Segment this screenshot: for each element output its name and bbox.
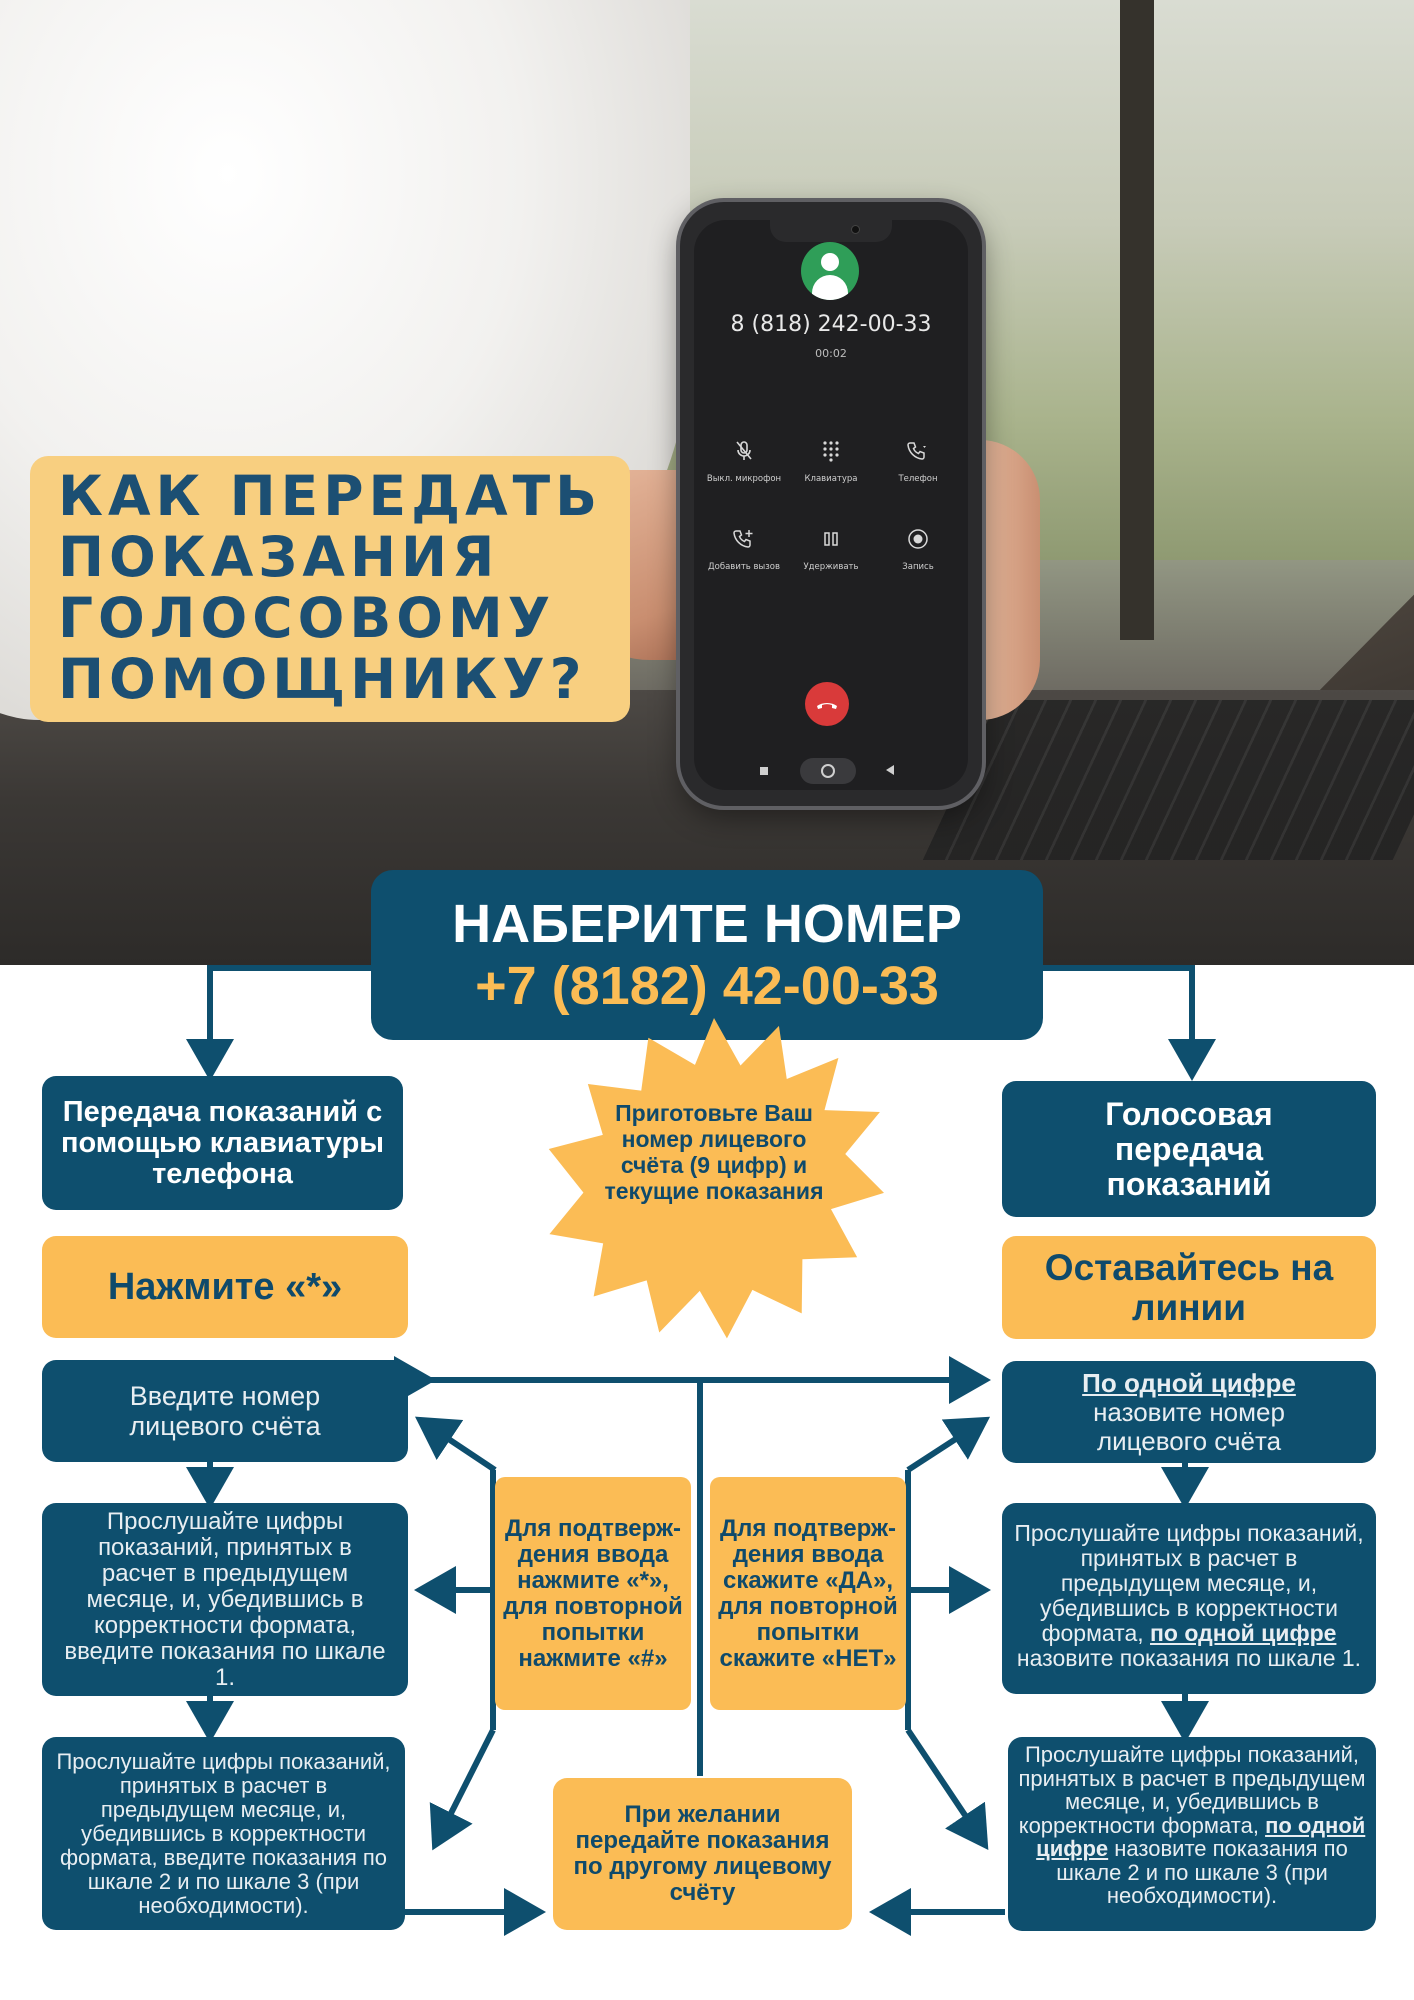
right-step-2-text: Прослушайте цифры показаний, принятых в расчет в предыдущем месяце, и, убедившись в корректности формата, bbox=[1014, 1520, 1364, 1646]
right-step-1-text: назовите номер лицевого счёта bbox=[1093, 1396, 1285, 1456]
emphasis-one-digit: по одной цифре bbox=[1036, 1812, 1366, 1861]
press-star-box bbox=[42, 1236, 408, 1338]
other-account-text: При желании передайте показания по другому лицевому счёту bbox=[573, 1801, 832, 1906]
keypad-method-title: Передача показаний с помощью клавиатуры телефона bbox=[60, 1095, 385, 1190]
audio-output-label: Телефон bbox=[898, 474, 938, 484]
dial-number-box bbox=[371, 870, 1043, 1040]
mute-label: Выкл. микрофон bbox=[706, 474, 782, 484]
left-step-2-text: Прослушайте цифры показаний, принятых в расчет в предыдущем месяце, и, убедившись в корректности формата, введите показания по шкале 1. bbox=[64, 1507, 386, 1691]
right-step-3-text: Прослушайте цифры показаний, принятых в расчет в предыдущем месяце, и, убедившись в корректности формата, bbox=[1018, 1742, 1366, 1838]
add-call-label: Добавить вызов bbox=[708, 562, 780, 572]
keypad-label: Клавиатура bbox=[804, 474, 858, 484]
hotline-number[interactable]: +7 (8182) 42-00-33 bbox=[475, 956, 939, 1016]
record-label: Запись bbox=[902, 562, 934, 572]
right-step-2-text-end: назовите показания по шкале 1. bbox=[1016, 1645, 1362, 1671]
title-line: КАК ПЕРЕДАТЬ bbox=[58, 464, 603, 528]
left-step-2 bbox=[42, 1503, 408, 1696]
voice-confirm-text: Для подтверж-дения ввода скажите «ДА», для повторной попытки скажите «НЕТ» bbox=[718, 1514, 898, 1672]
emphasis-one-digit: по одной цифре bbox=[1150, 1620, 1337, 1646]
left-step-3-text: Прослушайте цифры показаний, принятых в расчет в предыдущем месяце, и, убедившись в корректности формата, введите показания по шкале 2 и по шкале 3 (при необходимости). bbox=[56, 1748, 391, 1918]
right-step-1 bbox=[1002, 1361, 1376, 1463]
hold-label: Удерживать bbox=[803, 562, 859, 572]
right-step-3-text-end: назовите показания по шкале 2 и по шкале 3 (при необходимости). bbox=[1056, 1836, 1348, 1908]
title-line: ПОМОЩНИКУ? bbox=[58, 647, 587, 711]
voice-confirm-box bbox=[710, 1477, 906, 1710]
right-step-2 bbox=[1002, 1503, 1376, 1694]
title-line: ГОЛОСОВОМУ bbox=[58, 586, 556, 650]
stay-on-line-box bbox=[1002, 1236, 1376, 1339]
other-account-box bbox=[553, 1778, 852, 1930]
preparation-note: Приготовьте Ваш номер лицевого счёта (9 цифр) и текущие показания bbox=[604, 1100, 824, 1204]
call-timer: 00:02 bbox=[815, 347, 847, 360]
voice-method-title: Голосовая передача показаний bbox=[1105, 1095, 1273, 1202]
dial-heading: НАБЕРИТЕ НОМЕР bbox=[452, 894, 962, 954]
emphasis-one-digit: По одной цифре bbox=[1082, 1367, 1296, 1398]
call-number: 8 (818) 242-00-33 bbox=[730, 312, 932, 337]
keypad-method-header bbox=[42, 1076, 403, 1210]
left-step-1 bbox=[42, 1360, 408, 1462]
stay-on-line-text: Оставайтесь на линии bbox=[1044, 1246, 1334, 1328]
voice-method-header bbox=[1002, 1081, 1376, 1217]
title-line: ПОКАЗАНИЯ bbox=[58, 525, 500, 589]
keypad-confirm-text: Для подтверж-дения ввода нажмите «*», для повторной попытки нажмите «#» bbox=[503, 1514, 683, 1672]
left-step-3 bbox=[42, 1737, 405, 1930]
right-step-3 bbox=[1008, 1737, 1376, 1931]
left-step-1-text: Введите номер лицевого счёта bbox=[129, 1381, 321, 1441]
keypad-confirm-box bbox=[495, 1477, 691, 1710]
press-star-text: Нажмите «*» bbox=[107, 1265, 343, 1308]
